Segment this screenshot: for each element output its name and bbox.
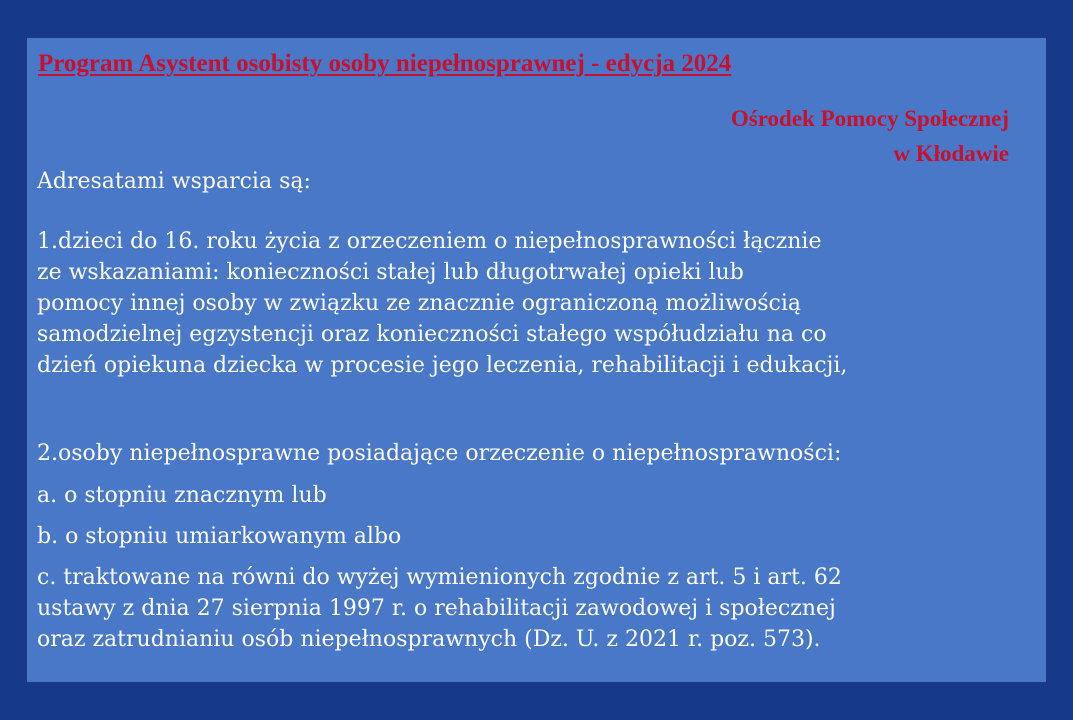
point-2-item-c-line: c. traktowane na równi do wyżej wymienionych zgodnie z art. 5 i art. 62 (37, 565, 842, 590)
point-2-item-b: b. o stopniu umiarkowanym albo (37, 524, 402, 549)
point-2-item-c (37, 562, 842, 655)
point-1-line: dzień opiekuna dziecka w procesie jego leczenia, rehabilitacji i edukacji, (37, 353, 848, 378)
point-1-line: pomocy innej osoby w związku ze znacznie ograniczoną możliwością (37, 291, 801, 316)
point-2-item-c-line: ustawy z dnia 27 sierpnia 1997 r. o rehabilitacji zawodowej i społecznej (37, 596, 836, 621)
point-1-paragraph (37, 226, 847, 381)
content-card (27, 38, 1046, 682)
point-2-heading: 2.osoby niepełnosprawne posiadające orzeczenie o niepełnosprawności: (37, 441, 842, 466)
intro-text: Adresatami wsparcia są: (37, 169, 311, 194)
organization-name (731, 101, 1009, 171)
point-1-line: samodzielnej egzystencji oraz konieczności stałego współudziału na co (37, 322, 827, 347)
organization-line-1: Ośrodek Pomocy Społecznej (730, 106, 1009, 131)
point-1-line: 1.dzieci do 16. roku życia z orzeczeniem o niepełnosprawności łącznie (37, 229, 822, 254)
point-1-line: ze wskazaniami: konieczności stałej lub długotrwałej opieki lub (37, 260, 744, 285)
document-title: Program Asystent osobisty osoby niepełnosprawnej - edycja 2024 (38, 50, 732, 77)
point-2-item-c-line: oraz zatrudnianiu osób niepełnosprawnych (Dz. U. z 2021 r. poz. 573). (37, 627, 821, 652)
organization-line-2: w Kłodawie (893, 141, 1009, 166)
point-2-item-a: a. o stopniu znacznym lub (37, 483, 327, 508)
